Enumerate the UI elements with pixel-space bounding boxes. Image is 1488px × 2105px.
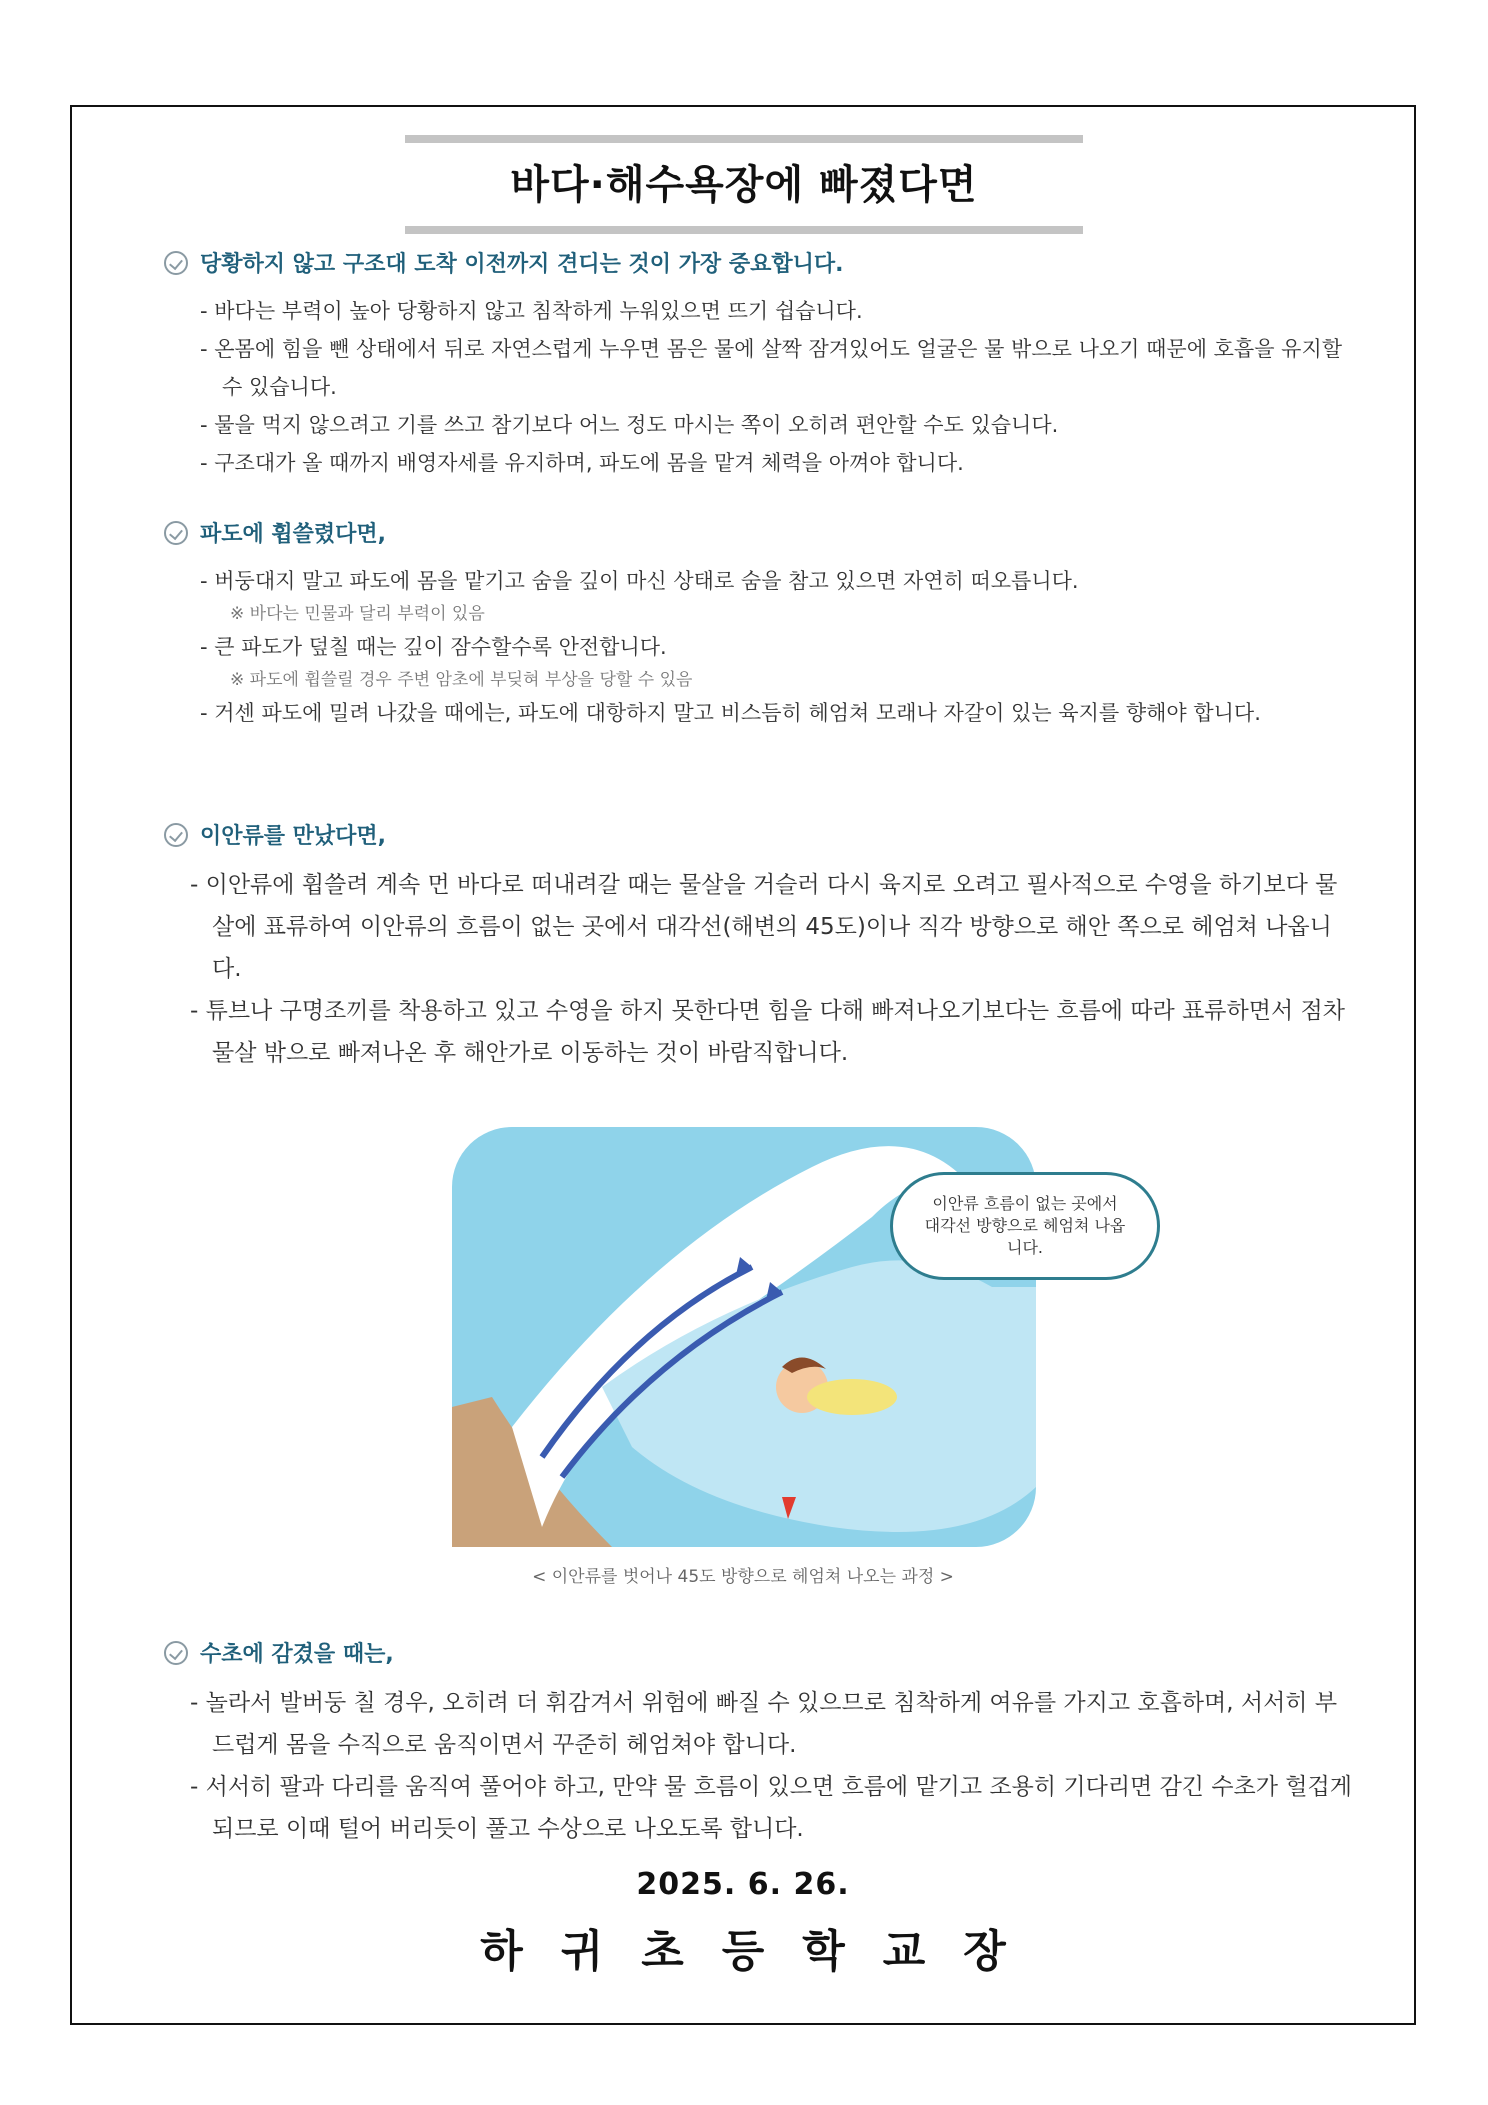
list-item: - 바다는 부력이 높아 당황하지 않고 침착하게 누워있으면 뜨기 쉽습니다. <box>164 292 1354 330</box>
check-circle-icon <box>164 521 188 545</box>
list-item: - 온몸에 힘을 뺀 상태에서 뒤로 자연스럽게 누우면 몸은 물에 살짝 잠겨있어도 얼굴은 물 밖으로 나오기 때문에 호흡을 유지할 수 있습니다. <box>164 330 1354 406</box>
check-circle-icon <box>164 251 188 275</box>
figure-caption: < 이안류를 벗어나 45도 방향으로 헤엄쳐 나오는 과정 > <box>532 1567 954 1587</box>
title-bottom-bar <box>405 226 1083 234</box>
list-item: - 거센 파도에 밀려 나갔을 때에는, 파도에 대항하지 말고 비스듬히 헤엄쳐 모래나 자갈이 있는 육지를 향해야 합니다. <box>164 694 1354 732</box>
swimmer-body <box>807 1379 897 1415</box>
section-seaweed <box>164 1637 1354 1850</box>
note-text: ※ 파도에 휩쓸릴 경우 주변 암초에 부딪혀 부상을 당할 수 있음 <box>230 670 693 690</box>
section-heading <box>164 819 1354 850</box>
check-circle-icon <box>164 823 188 847</box>
page-title: 바다·해수욕장에 빠졌다면 <box>510 162 978 208</box>
section-endure <box>164 247 1354 482</box>
section-rip-current <box>164 819 1354 1074</box>
list-item: - 버둥대지 말고 파도에 몸을 맡기고 숨을 깊이 마신 상태로 숨을 참고 있으면 자연히 떠오릅니다. <box>164 562 1354 600</box>
list-item: - 큰 파도가 덮칠 때는 깊이 잠수할수록 안전합니다. <box>164 628 1354 666</box>
section-waves <box>164 517 1354 732</box>
heading-text: 당황하지 않고 구조대 도착 이전까지 견디는 것이 가장 중요합니다. <box>200 252 844 277</box>
signature: 하귀초등학교장 <box>480 1926 1044 1977</box>
list-item: - 물을 먹지 않으려고 기를 쓰고 참기보다 어느 정도 마시는 쪽이 오히려 편안할 수도 있습니다. <box>164 406 1354 444</box>
section-heading <box>164 517 1354 548</box>
list-item: - 이안류에 휩쓸려 계속 먼 바다로 떠내려갈 때는 물살을 거슬러 다시 육지로 오려고 필사적으로 수영을 하기보다 물살에 표류하여 이안류의 흐름이 없는 곳에서 대각선(해변의 45도)이나 직각 방향으로 해안 쪽으로 헤엄쳐 나옵니다. <box>164 864 1354 990</box>
list-item: - 놀라서 발버둥 칠 경우, 오히려 더 휘감겨서 위험에 빠질 수 있으므로 침착하게 여유를 가지고 호흡하며, 서서히 부드럽게 몸을 수직으로 움직이면서 꾸준히 헤엄쳐야 합니다. <box>164 1682 1354 1766</box>
heading-text: 이안류를 만났다면, <box>200 824 387 849</box>
heading-text: 파도에 휩쓸렸다면, <box>200 522 387 547</box>
section-heading <box>164 247 1354 278</box>
title-top-bar <box>405 135 1083 143</box>
list-item: - 튜브나 구명조끼를 착용하고 있고 수영을 하지 못한다면 힘을 다해 빠져나오기보다는 흐름에 따라 표류하면서 점차 물살 밖으로 빠져나온 후 해안가로 이동하는 것이 바람직합니다. <box>164 990 1354 1074</box>
info-bubble <box>890 1172 1160 1280</box>
note-text: ※ 바다는 민물과 달리 부력이 있음 <box>230 604 485 624</box>
heading-text: 수초에 감겼을 때는, <box>200 1642 394 1667</box>
bubble-text: 이안류 흐름이 없는 곳에서 대각선 방향으로 헤엄쳐 나옵니다. <box>924 1194 1126 1257</box>
list-item: - 서서히 팔과 다리를 움직여 풀어야 하고, 만약 물 흐름이 있으면 흐름에 맡기고 조용히 기다리면 감긴 수초가 헐겁게 되므로 이때 털어 버리듯이 풀고 수상으로 나오도록 합니다. <box>164 1766 1354 1850</box>
title-block <box>405 135 1083 234</box>
list-item: - 구조대가 올 때까지 배영자세를 유지하며, 파도에 몸을 맡겨 체력을 아껴야 합니다. <box>164 444 1354 482</box>
check-circle-icon <box>164 1641 188 1665</box>
document-date: 2025. 6. 26. <box>636 1867 850 1902</box>
section-heading <box>164 1637 1354 1668</box>
document-frame <box>70 105 1416 2025</box>
